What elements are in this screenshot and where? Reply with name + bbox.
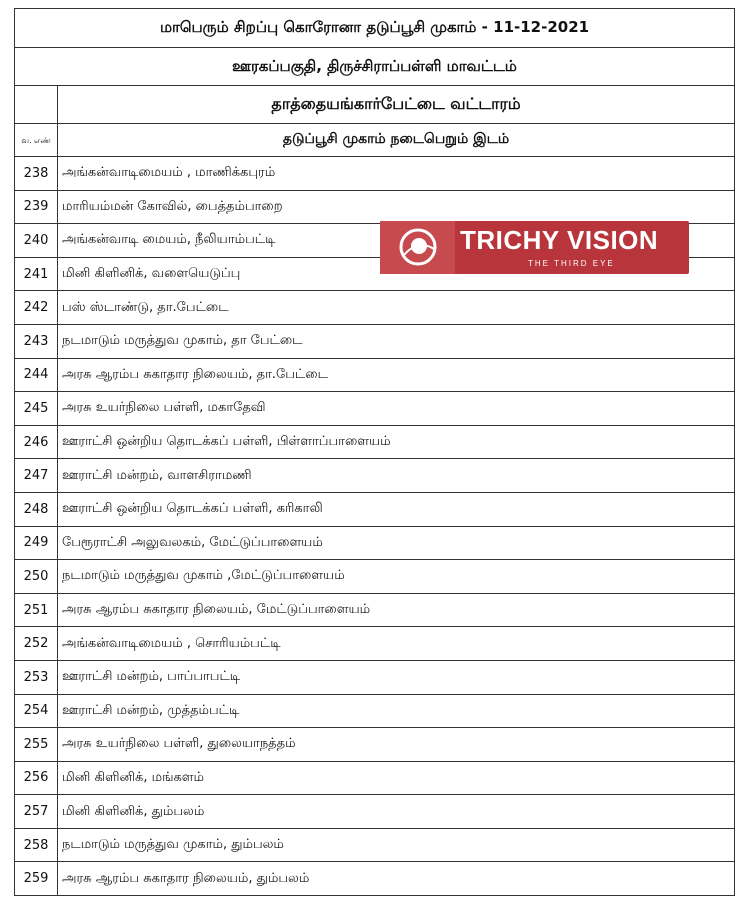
table-row: [15, 761, 735, 795]
camp-location: நடமாடும் மருத்துவ முகாம், தும்பலம்: [58, 828, 735, 862]
serial-number: 248: [15, 492, 58, 526]
serial-number: 256: [15, 761, 58, 795]
serial-number: 241: [15, 257, 58, 291]
serial-number: 246: [15, 425, 58, 459]
eye-logo-icon: [380, 221, 455, 274]
table-row: [15, 694, 735, 728]
camp-location: மாரியம்மன் கோவில், பைத்தம்பாறை: [58, 190, 735, 224]
camp-location: பஸ் ஸ்டாண்டு, தா.பேட்டை: [58, 291, 735, 325]
table-row: [15, 425, 735, 459]
watermark-tagline: THE THIRD EYE: [528, 259, 615, 268]
table-row: [15, 627, 735, 661]
serial-number-header: வ. எண்: [15, 124, 58, 157]
camp-location: அரசு உயர்நிலை பள்ளி, மகாதேவி: [58, 392, 735, 426]
camp-location: அங்கன்வாடிமையம் , மாணிக்கபுரம்: [58, 157, 735, 191]
camp-location: மினி கிளினிக், மங்களம்: [58, 761, 735, 795]
table-row: [15, 358, 735, 392]
serial-number: 255: [15, 728, 58, 762]
trichy-vision-watermark: [380, 221, 689, 274]
serial-number: 244: [15, 358, 58, 392]
serial-number: 251: [15, 593, 58, 627]
camp-location: அங்கன்வாடிமையம் , சொரியம்பட்டி: [58, 627, 735, 661]
serial-number: 254: [15, 694, 58, 728]
camp-location: ஊராட்சி மன்றம், முத்தம்பட்டி: [58, 694, 735, 728]
camp-location: பேரூராட்சி அலுவலகம், மேட்டுப்பாளையம்: [58, 526, 735, 560]
camp-location: மினி கிளினிக், வளையெடுப்பு: [58, 257, 735, 291]
serial-number: 242: [15, 291, 58, 325]
table-row: [15, 291, 735, 325]
block-heading: தாத்தையங்கார்பேட்டை வட்டாரம்: [58, 86, 735, 124]
serial-number: 247: [15, 459, 58, 493]
table-row: [15, 828, 735, 862]
district-heading: ஊரகப்பகுதி, திருச்சிராப்பள்ளி மாவட்டம்: [15, 48, 735, 86]
serial-number: 252: [15, 627, 58, 661]
camp-location: அரசு ஆரம்ப சுகாதார நிலையம், தா.பேட்டை: [58, 358, 735, 392]
camp-location: நடமாடும் மருத்துவ முகாம் ,மேட்டுப்பாளையம்: [58, 560, 735, 594]
vaccination-camp-sheet: [14, 8, 734, 896]
table-row: [15, 392, 735, 426]
camp-location-header: தடுப்பூசி முகாம் நடைபெறும் இடம்: [58, 124, 735, 157]
table-row: [15, 459, 735, 493]
serial-number: 253: [15, 660, 58, 694]
serial-number: 250: [15, 560, 58, 594]
table-row: [15, 660, 735, 694]
sheet-title: மாபெரும் சிறப்பு கொரோனா தடுப்பூசி முகாம் - 11-12-2021: [15, 9, 735, 48]
table-row: [15, 862, 735, 896]
table-row: [15, 324, 735, 358]
camp-location: நடமாடும் மருத்துவ முகாம், தா பேட்டை: [58, 324, 735, 358]
camp-location: அரசு ஆரம்ப சுகாதார நிலையம், தும்பலம்: [58, 862, 735, 896]
camp-location: அரசு உயர்நிலை பள்ளி, துலையாநத்தம்: [58, 728, 735, 762]
camp-location: அரசு ஆரம்ப சுகாதார நிலையம், மேட்டுப்பாளையம்: [58, 593, 735, 627]
camp-location: ஊராட்சி ஒன்றிய தொடக்கப் பள்ளி, பிள்ளாப்பாளையம்: [58, 425, 735, 459]
serial-number: 258: [15, 828, 58, 862]
serial-number: 238: [15, 157, 58, 191]
serial-number: 240: [15, 224, 58, 258]
table-row: [15, 560, 735, 594]
serial-number: 239: [15, 190, 58, 224]
camp-location: மினி கிளினிக், தும்பலம்: [58, 795, 735, 829]
table-row: [15, 157, 735, 191]
table-row: [15, 526, 735, 560]
camp-location: ஊராட்சி ஒன்றிய தொடக்கப் பள்ளி, கரிகாலி: [58, 492, 735, 526]
camp-location: அங்கன்வாடி மையம், நீலியாம்பட்டி: [58, 224, 735, 258]
watermark-brand: TRICHY VISION: [460, 225, 659, 255]
blank-cell: [15, 86, 58, 124]
serial-number: 249: [15, 526, 58, 560]
serial-number: 243: [15, 324, 58, 358]
table-row: [15, 795, 735, 829]
serial-number: 245: [15, 392, 58, 426]
camp-location: ஊராட்சி மன்றம், பாப்பாபட்டி: [58, 660, 735, 694]
table-row: [15, 728, 735, 762]
serial-number: 259: [15, 862, 58, 896]
table-row: [15, 190, 735, 224]
table-row: [15, 593, 735, 627]
camp-location: ஊராட்சி மன்றம், வாளசிராமணி: [58, 459, 735, 493]
serial-number: 257: [15, 795, 58, 829]
camp-table: [14, 8, 735, 896]
table-row: [15, 492, 735, 526]
